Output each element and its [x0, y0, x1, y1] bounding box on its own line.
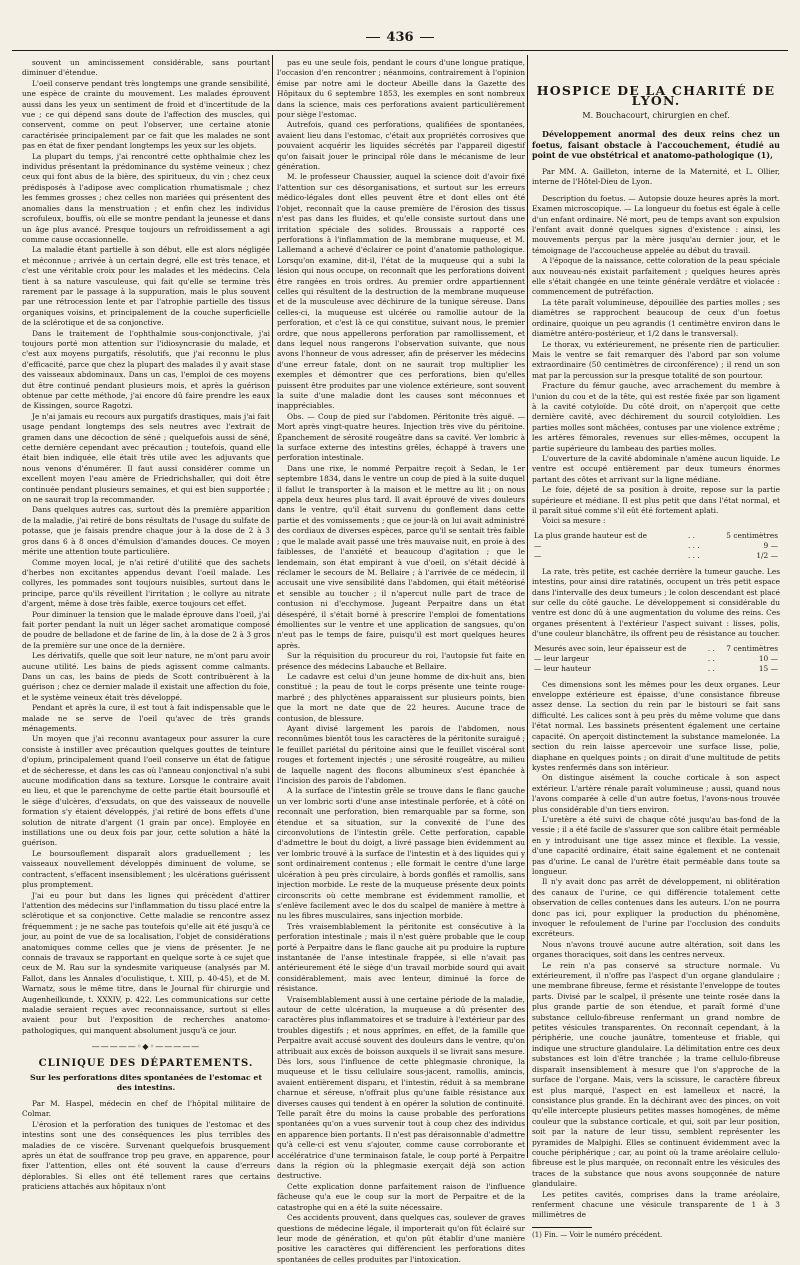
column-2 [277, 58, 525, 1264]
table-row [532, 541, 780, 551]
column-2-paragraphs [277, 58, 525, 1265]
paragraph: Pendant et après la cure, il est tout à fait indispensable que le malade ne se serve de l'oeil qu'avec de très grands ménagements. [22, 703, 270, 733]
page-header [12, 30, 788, 45]
header-dash-left [366, 37, 380, 38]
column-divider-2 [527, 55, 528, 1158]
paragraph: Le rein n'a pas conservé sa structure normale. Vu extérieurement, il n'offre pas l'aspect d'un organe glandulaire ; une membrane fibreuse, ferme et résistante l'enveloppe de toutes parts. Divisé par le scalpel, il présente une teinte rosée dans la plus grande partie de son étendue, et paraît formé d'une substance cellulo-fibreuse renfermant un grand nombre de petites vésicules transparentes. On reconnaît cependant, à la périphérie, une couche jaunâtre, tomenteuse et friable, qui indique une structure glandulaire. La délimitation entre ces deux substances est loin d'être tranchée ; la trame cellulo-fibreuse disparaît insensiblement à mesure que l'on s'approche de la surface de l'organe. Mais, vers la scissure, le caractère fibreux est plus marqué, l'aspect en est lamelleux et nacré, la consistance plus grande. En la déchirant avec des pinces, on voit qu'elle intercepte plusieurs petites masses homogènes, de même couleur que la substance corticale, et qui, soit par leur position, soit par la nature de leur tissu, semblent représenter les pyramides de Malpighi. Elles se continuent évidemment avec la couche périphérique ; car, au point où la trame aréolaire cellulo-fibreuse est le plus marquée, on reconnaît entre les vésicules des traces de la substance que nous avons soupçonnée de nature glandulaire. [532, 960, 780, 1189]
table-row [532, 644, 780, 654]
paragraph: La tête paraît volumineuse, dépouillée des parties molles ; ses diamètres se rapprochent beaucoup de ceux d'un foetus ordinaire, quoique un peu agrandis (1 centimètre environ dans le diamètre antéro-postérieur, et 1/2 dans le transversal). [532, 297, 780, 339]
column-3-paragraphs [532, 194, 780, 527]
paragraph: Nous n'avons trouvé aucune autre altération, soit dans les organes thoraciques, soit dans les centres nerveux. [532, 939, 780, 960]
paragraph: La plupart du temps, j'ai rencontré cette ophthalmie chez les individus présentant la prédominance du système veineux ; chez ceux qui font abus de la bière, des spiritueux, du vin ; chez ceux prédisposés à l'adipose avec complication rhumatismale ; chez les femmes grosses ; chez celles non mariées qui présentent des anomalies dans la menstruation ; et enfin chez les individus scrofuleux, bouffis, où elle se montre pendant la jeunesse et dans un âge plus avancé. Presque toujours un refroidissement a agi comme cause occasionnelle. [22, 151, 270, 244]
paragraph: Le cadavre est celui d'un jeune homme de dix-huit ans, bien constitué ; la peau de tout le corps présente une teinte rouge-marbré ; des phlyctènes apparaissent sur plusieurs points, bien que la mort ne date que de 22 heures. Aucune trace de contusion, de blessure. [277, 671, 525, 723]
paragraph: Pour diminuer la tension que le malade éprouve dans l'oeil, j'ai fait porter pendant la nuit un léger sachet aromatique composé de poudre de belladone et de farine de lin, à la dose de 2 à 3 gros de la première sur une once de la dernière. [22, 609, 270, 650]
paragraph: Très vraisemblablement la péritonite est consécutive à la perforation intestinale ; mais il n'est guère probable que le coup porté à Perpaitre dans le flanc gauche ait pu produire la rupture instantanée de l'anse intestinale frappée, si elle n'avait pas antérieurement été le siège d'un travail morbide sourd qui avait considérablement, mais avec lenteur, diminué la force de résistance. [277, 921, 525, 994]
table-cell: 10 — [758, 653, 778, 663]
page-number: 436 [386, 30, 414, 45]
paragraph: L'oeil conserve pendant très longtemps une grande sensibilité, une espèce de crainte du mouvement. Les malades éprouvent aussi dans les yeux un sentiment de froid et d'incertitude de la vue ; ce qui dépend sans doute de l'affection des muscles, qui conservent, comme on peut l'observer, une certaine atonie caractérisée principalement par ce fait que les malades ne sont pas en état de fixer pendant longtemps les yeux sur les objets. [22, 78, 270, 151]
column-1-paragraphs [22, 58, 270, 1036]
paragraph: Les petites cavités, comprises dans la trame aréolaire, renferment chacune une vésicule transparente de 1 à 3 millimètres de [532, 1189, 780, 1220]
column-divider-1 [272, 55, 273, 1158]
section-title: CLINIQUE DES DÉPARTEMENTS. [38, 1057, 254, 1069]
table-cell: . . . [687, 540, 700, 550]
table-cell: La plus grande hauteur est de [534, 530, 648, 540]
paragraph: L'érosion et la perforation des tuniques de l'estomac et des intestins sont une des conséquences les plus terribles des maladies de ce viscère. Survenant quelquefois brusquement après un état de souffrance trop peu grave, en apparence, pour fixer l'attention, elles ont été souvent la cause d'erreurs déplorables. Si elles ont été tellement rares que certains praticiens attachés aux hôpitaux n'ont [22, 1119, 270, 1192]
table-cell: — [534, 540, 542, 550]
paragraph: Cette explication donne parfaitement raison de l'influence fâcheuse qu'a eue le coup sur la mort de Perpaitre et de la catastrophe qui en a été la suite nécessaire. [277, 1181, 525, 1212]
footnote: (1) Fin. — Voir le numéro précédent. [532, 1230, 663, 1239]
table-cell: — [534, 550, 542, 560]
paragraph: Il n'y avait donc pas arrêt de développement, ni oblitération des canaux de l'urine, ce qui différencie totalement cette observation de celles contenues dans les auteurs. L'on ne pourra donc pas ici, pour expliquer la production du phénomène, invoquer le refoulement de l'urine par l'occlusion des conduits excréteurs. [532, 877, 780, 939]
header-rule [12, 50, 788, 51]
table-cell: 1/2 — [756, 550, 778, 560]
paragraph: souvent un amincissement considérable, sans pourtant diminuer d'étendue. [22, 58, 270, 78]
table-row [532, 531, 780, 541]
table-cell: — leur largeur [534, 653, 589, 663]
section-ornament: —————◦◆◦————— [91, 1042, 201, 1052]
paragraph: Comme moyen local, je n'ai retiré d'utilité que des sachets d'herbes non excitantes appendus devant l'oeil malade. Les collyres, les pommades sont toujours nuisibles, surtout dans le principe, parce qu'ils réveillent l'irritation ; le collyre au nitrate d'argent, même à dose très faible, exerce toujours cet effet. [22, 557, 270, 609]
paragraph: Obs. — Coup de pied sur l'abdomen. Péritonite très aiguë. — Mort après vingt-quatre heures. Injection très vive du péritoine. Épanchement de sérosité rougeâtre dans sa cavité. Ver lombric à la surface externe des intestins grêles, échappé à travers une perforation intestinale. [277, 411, 525, 463]
table-cell: 7 centimètres [726, 643, 778, 653]
header-dash-right [420, 37, 434, 38]
table-row [532, 654, 780, 664]
paragraph: La maladie étant partielle à son début, elle est alors négligée et méconnue ; arrivée à un certain degré, elle est très tenace, et c'est une véritable croix pour les malades et les médecins. Cela tient à sa nature vasculeuse, qui fait qu'elle se termine très rarement par le passage à la suppuration, mais le plus souvent par une rétrocession lente et par l'atrophie partielle des tissus organiques voisins, et principalement de la couche superficielle de la sclérotique et de sa conjonctive. [22, 245, 270, 328]
article-title: Sur les perforations dites spontanées de l'estomac et des intestins. [29, 1073, 262, 1092]
table-cell: 5 centimètres [726, 530, 778, 540]
paragraph: L'ouverture de la cavité abdominale n'amène aucun liquide. Le ventre est occupé entièrement par deux tumeurs énormes partant des côtes et arrivant sur la ligne médiane. [532, 453, 780, 484]
column-1 [22, 58, 270, 1192]
table-cell: Mesurés avec soin, leur épaisseur est de [534, 643, 687, 653]
paragraph: Dans une rixe, le nommé Perpaitre reçoit à Sedan, le 1er septembre 1834, dans le ventre un coup de pied à la suite duquel il fallut le transporter à la maison et le mettre au lit ; on nous appela deux heures plus tard. Il avait éprouvé de vives douleurs dans le ventre, qu'il était survenu du gonflement dans cette partie et des vomissements ; que ce jour-là on lui avait administré des cordiaux de diverses espèces, parce qu'il se sentait très faible ; que le malade avait passé une très mauvaise nuit, en proie à des faiblesses, de l'anxiété et beaucoup d'agitation ; que le lendemain, son état empirant à vue d'oeil, on s'était décidé à réclamer le secours de M. Bellaire ; à l'arrivée de ce médecin, il accusait une vive sensibilité dans l'abdomen, qui était météorisé et sensible au toucher ; il n'apercut nulle part de trace de contusion ni d'ecchymose. Jugeant Perpaitre dans un état désespéré, il s'était borné à prescrire l'emploi de fomentations émollientes sur le ventre et une application de sangsues, qu'on n'eut pas le temps de faire, puisqu'il est mort quelques heures après. [277, 463, 525, 650]
paragraph: Autrefois, quand ces perforations, qualifiées de spontanées, avaient lieu dans l'estomac, c'était aux propriétés corrosives que pouvaient acquérir les liquides sécrétés par l'appareil digestif qu'on faisait jouer le principal rôle dans le mécanisme de leur génération. [277, 120, 525, 172]
table-row [532, 664, 780, 674]
paragraph: Sur la réquisition du procureur du roi, l'autopsie fut faite en présence des médecins Labauche et Bellaire. [277, 651, 525, 671]
table-cell: . . [707, 643, 715, 653]
article-author: Par M. Haspel, médecin en chef de l'hôpital militaire de Colmar. [22, 1099, 270, 1119]
paragraph: A la surface de l'intestin grêle se trouve dans le flanc gauche un ver lombric sorti d'une anse intestinale perforée, et à côté on reconnaît une perforation, bien remarquable par sa forme, son étendue et sa situation, sur la convexité de l'une des circonvolutions de l'intestin grêle. Cette perforation, capable d'admettre le bout du doigt, a livré passage bien évidemment au ver lombric trouvé à la surface de l'intestin et à des liquides qui y sont ordinairement contenus ; elle formait le centre d'une large ulcération à peu près circulaire, à bords gonflés et ramollis, sans injection morbide. Le reste de la muqueuse présente deux points circonscrits où cette membrane est évidemment ramollie, et s'enlève facilement avec le dos du scalpel de manière à mettre à nu les fibres musculaires, sans injection morbide. [277, 786, 525, 921]
paragraph: J'ai eu pour but dans les lignes qui précèdent d'attirer l'attention des médecins sur l'inflammation du tissu placé entre la sclérotique et sa conjonctive. Cette maladie se rencontre assez fréquemment ; je ne sache pas toutefois qu'elle ait été jusqu'à ce jour, au point de vue de sa localisation, l'objet de considérations anatomiques comme celles que je viens de présenter. Je ne connais de travaux se rapportant en quelque sorte à ce sujet que ceux de M. Rau sur la syndesmite variqueuse (analysés par M. Fallot, dans les Annales d'oculistique, t. XIII, p. 40-45), et de M. Warnatz, sous le même titre, dans le Journal für chirurgie und Augenheilkunde, t. XXXIV, p. 422. Les communications sur cette maladie seraient reçues avec reconnaissance, surtout si elles avaient pour but l'exposition de recherches anatomo-pathologiques, qui manquent absolument jusqu'à ce jour. [22, 890, 270, 1035]
paragraph: pas eu une seule fois, pendant le cours d'une longue pratique, l'occasion d'en rencontrer ; néanmoins, contrairement à l'opinion émise par notre ami le docteur Abeille dans la Gazette des Hôpitaux du 6 septembre 1853, les exemples en sont nombreux dans la science, mais ces perforations avaient particulièrement pour siège l'estomac. [277, 58, 525, 120]
column-3 [532, 58, 780, 1239]
table-cell: 15 — [758, 663, 778, 673]
paragraph: Le foie, déjeté de sa position à droite, repose sur la partie supérieure et médiane. Il est plus petit que dans l'état normal, et il paraît situé comme s'il eût été fortement aplati. [532, 485, 780, 515]
paragraph: L'uretère a été suivi de chaque côté jusqu'au bas-fond de la vessie ; il a été facile de s'assurer que son calibre était perméable en y introduisant une tige assez mince et flexible. La vessie, d'une capacité ordinaire, était saine également et ne contenait pas d'urine. Le canal de l'urètre était perméable dans toute sa longueur. [532, 814, 780, 876]
paragraph: La rate, très petite, est cachée derrière la tumeur gauche. Les intestins, pour ainsi dire ratatinés, occupent un très petit espace dans l'intervalle des deux tumeurs ; le colon descendant est placé sur celle du côté gauche. Le développement si considérable du ventre est donc dû à une augmentation du volume des reins. Ces organes présentent à l'extérieur l'aspect suivant : lisses, polis, d'une couleur blanchâtre, ils offrent peu de résistance au toucher. [532, 566, 780, 639]
column-1-paragraphs-2 [22, 1120, 270, 1193]
paragraph: Description du foetus. — Autopsie douze heures après la mort. Examen microscopique. — La longueur du foetus est égale à celle d'un enfant ordinaire. Né mort, peu de temps avant son expulsion l'enfant avait donné quelques signes d'existence : ainsi, les mouvements perçus par la mère jusqu'au dernier jour, et le témoignage de l'accoucheuse appelée au début du travail. [532, 193, 780, 255]
paragraph: Un moyen que j'ai reconnu avantageux pour assurer la cure consiste à instiller avec précaution quelques gouttes de teinture d'opium, principalement quand l'oeil conserve un état de fatigue et de sécheresse, et dans les cas où l'anneau conjonctival n'a subi aucune modification dans sa texture. Lorsque le contraire avait eu lieu, et que le parenchyme de cette partie était boursouflé et le siège d'ulcères, d'exsudats, on que des vaisseaux de nouvelle formation s'y étaient développés, j'ai retiré de bons effets d'une solution de nitrate d'argent (1 grain par once). Employée en instillations une ou deux fois par jour, cette solution a hâté la guérison. [22, 734, 270, 848]
table-cell: . . [707, 653, 715, 663]
paragraph: Les dérivatifs, quelle que soit leur nature, ne m'ont paru avoir aucune utilité. Les bains de pieds agissent comme calmants. Dans un cas, les bains de pieds de Scott contribuèrent à la guérison ; chez ce dernier malade il existait une affection du foie, et le système veineux était très développé. [22, 651, 270, 702]
paragraph: M. le professeur Chaussier, auquel la science doit d'avoir fixé l'attention sur ces désorganisations, et surtout sur les erreurs médico-légales dont elles peuvent être et dont elles ont été l'objet, reconnaît que la cause première de l'érosion des tissus n'est pas dans les fluides, et qu'elle consiste surtout dans une irritation spéciale des solides. Broussais a rapporté ces perforations à l'inflammation de la membrane muqueuse, et M. Lallemand a achevé d'éclairer ce point d'anatomie pathologique. Lorsqu'on examine, dit-il, l'état de la muqueuse qui a subi la lésion qui nous occupe, on reconnaît que les perforations doivent être rangées en trois ordres. Au premier ordre appartiennent celles qui résultent de la destruction de la membrane muqueuse et de la musculeuse avec déchirure de la tunique séreuse. Dans celles-ci, la muqueuse est ulcérée ou ramollie autour de la perforation, et c'est là ce qui constitue, suivant nous, le premier ordre, que nous appellerons perforation par ramollissement, et dans lequel nous rangerons l'observation suivante, que nous avons l'honneur de vous adresser, afin de préserver les médecins d'une erreur fatale, dont on ne saurait trop multiplier les exemples et démontrer que ces perforations, bien qu'elles puissent être produites par une violence extérieure, sont souvent la suite d'une maladie dont les causes sont méconnues et inappréciables. [277, 172, 525, 411]
measure-table-kidney [532, 644, 780, 674]
paragraph: A l'époque de la naissance, cette coloration de la peau spéciale aux nouveau-nés existait parfaitement ; quelques heures après elle s'était changée en une teinte générale verdâtre et violacée : commencement de putréfaction. [532, 256, 780, 297]
table-cell: — leur hauteur [534, 663, 591, 673]
paragraph: Vraisemblablement aussi à une certaine période de la maladie, autour de cette ulcération, la muqueuse a dû présenter des caractères plus inflammatoires et se traduire à l'extérieur par des troubles digestifs ; et nous apprîmes, en effet, de la famille que Perpaitre avait accusé souvent des douleurs dans le ventre, qu'on attribuait aux excès de boisson auxquels il se livrait sans mesure. Dès lors, sous l'influence de cette phlegmasie chronique, la muqueuse et le tissu cellulaire sous-jacent, ramollis, amincis, avaient entièrement disparu, et l'intestin, réduit à sa membrane charnue et séreuse, n'offrait plus qu'une faible résistance aux diverses causes qui tendent à en opérer la solution de continuité. Telle paraît être du moins la cause probable des perforations spontanées qu'on a vues survenir tout à coup chez des individus en apparence bien portants. Il n'est pas déraisonnable d'admettre qu'à celle-ci est venu s'ajouter, comme cause corroborante et accélératrice d'une terminaison fatale, le coup porté à Perpaitre dans la région où la phlegmasie exerçait déjà son action destructive. [277, 994, 525, 1181]
paragraph: Le thorax, vu extérieurement, ne présente rien de particulier. Mais le ventre se fait remarquer dès l'abord par son volume extraordinaire (50 centimètres de circonférence) ; il rend un son mat par la percussion sur la presque totalité de son pourtour. [532, 339, 780, 380]
measure-table-liver [532, 531, 780, 561]
hospital-subtitle: M. Bouchacourt, chirurgien en chef. [582, 110, 730, 120]
paragraph: Je n'ai jamais eu recours aux purgatifs drastiques, mais j'ai fait usage pendant longtemps des sels neutres avec l'extrait de gramen dans une décoction de séné ; quelquefois aussi de séné, cette dernière cependant avec précaution ; toutefois, quand elle était bien indiquée, elle était très utile avec les adjuvants que nous venons d'énumérer. Il faut aussi considérer comme un excellent moyen l'eau amère de Friedrichshaller, qui doit être continuée pendant plusieurs semaines, et qui est bien supportée ; on ne saurait trop la recommander. [22, 411, 270, 505]
table-cell: . . . [687, 550, 700, 560]
paragraph: Dans quelques autres cas, surtout dès la première apparition de la maladie, j'ai retiré de bons résultats de l'usage du sulfate de potasse, que je faisais prendre chaque jour à la dose de 2 à 3 gros dans 6 à 8 onces d'émulsion d'amandes douces. Ce moyen mérite une attention toute particulière. [22, 505, 270, 557]
paragraph: Ayant divisé largement les parois de l'abdomen, nous reconnûmes bientôt tous les caractères de la péritonite suraiguë ; le feuillet pariétal du péritoine ainsi que le feuillet viscéral sont rouges et fortement injectés ; une sérosité rougeâtre, au milieu de laquelle nagent des flocons albumineux s'est épanchée à l'incision des parois de l'abdomen. [277, 724, 525, 786]
paragraph: Voici sa mesure : [542, 516, 606, 526]
column-3-paragraphs-3 [532, 680, 780, 1221]
table-cell: . . [707, 663, 715, 673]
column-3-paragraphs-2 [532, 567, 780, 640]
table-cell: . . [687, 530, 696, 540]
table-cell: 9 — [763, 540, 778, 550]
table-row [532, 551, 780, 561]
article-title-2: Développement anormal des deux reins chez un foetus, faisant obstacle à l'accouchement, étudié au point de vue obstétrical et anatomo-pathologique (1), [532, 129, 780, 161]
paragraph: Dans le traitement de l'ophthalmie sous-conjonctivale, j'ai toujours porté mon attention sur l'idiosyncrasie du malade, et c'est aux moyens purgatifs, résolutifs, que j'ai reconnu le plus d'efficacité, parce que chez la plupart des malades il y avait stase des vaisseaux abdominaux. Dans un cas, l'emploi de ces moyens dut être continué pendant plusieurs mois, et après la guérison obtenue par cette méthode, j'ai encore dû faire prendre les eaux de Kissingen, source Ragotzi. [22, 328, 270, 411]
hospital-title: HOSPICE DE LA CHARITÉ DE LYON. [536, 83, 776, 109]
paragraph: On distingue aisément la couche corticale à son aspect extérieur. L'artère rénale paraît volumineuse ; aussi, quand nous l'avons comparée à celle d'un autre foetus, l'avons-nous trouvée plus considérable d'un tiers environ. [532, 773, 780, 814]
paragraph: Ces dimensions sont les mêmes pour les deux organes. Leur enveloppe extérieure est épaisse, d'une consistance fibreuse assez dense. La section du rein par le bistouri se fait sans difficulté. Les calices sont à peu près du même volume que dans l'état normal. Les bassinets présentent également une certaine capacité. On aperçoit distinctement la substance mamelonée. La section du rein laisse apercevoir une surface lisse, polie, diaphane en quelques points ; on dirait d'une multitude de petits kystes renfermés dans son intérieur. [532, 679, 780, 772]
paragraph: Ces accidents prouvent, dans quelques cas, soulever de graves questions de médecine légale, il importerait qu'on fût éclairé sur leur mode de génération, et qu'on pût établir d'une manière positive les caractères qui différencient les perforations dites spontanées de celles produites par l'intoxication. [277, 1213, 525, 1264]
footnote-rule [532, 1227, 592, 1228]
paragraph: Fracture du fémur gauche, avec arrachement du membre à l'union du cou et de la tête, qui est restée fixée par son ligament à la cavité cotyloïde. Du côté droit, on n'aperçoit que cette dernière cavité, avec déchirement du sourcil cotyloïdien. Les parties molles sont mâchées, contuses par une violence extrême ; les artères fémorales, revenues sur elles-mêmes, occupent la partie supérieure du lambeau des parties molles. [532, 381, 780, 453]
paragraph: Le boursouflement disparaît alors graduellement ; les vaisseaux nouvellement développés diminuent de volume, se contractent, s'effacent insensiblement ; les ulcérations guérissent plus promptement. [22, 848, 270, 890]
article-byline: Par MM. A. Gailleton, interne de la Maternité, et L. Ollier, interne de l'Hôtel-Dieu de Lyon. [532, 167, 780, 187]
